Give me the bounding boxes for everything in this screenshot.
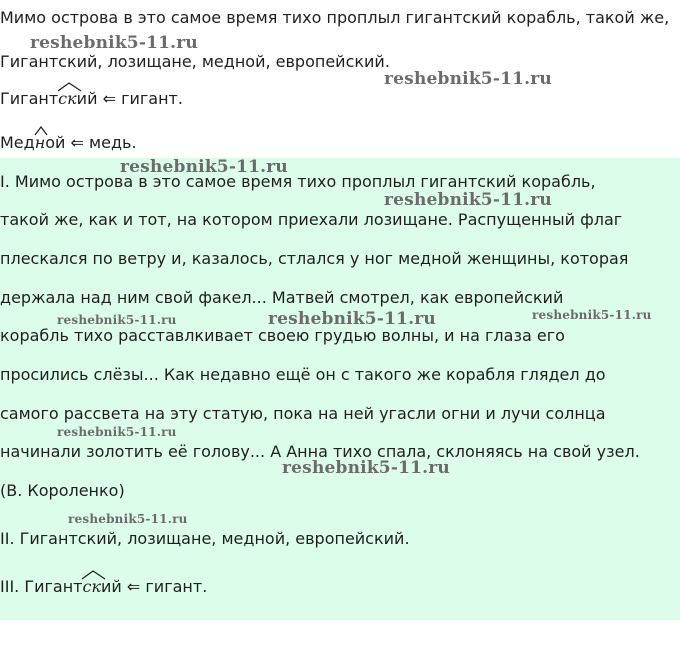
watermark: reshebnik5-11.ru [384,190,552,210]
root-word: гигант. [145,577,208,596]
suffix-mark: ск [82,577,101,597]
root-word: медь. [89,133,137,152]
word-ending: ий [101,577,122,596]
watermark: reshebnik5-11.ru [30,33,198,53]
text-line-words: Гигантский, лозищане, медной, европейский. [0,52,390,71]
panel-line-4: держала над ним свой факел... Матвей смотрел, как европейский [0,288,564,307]
arrow-icon: ⇐ [126,577,141,596]
word-ending: ой [45,133,66,152]
morpheme-parse-gigantskiy [0,89,183,109]
watermark: reshebnik5-11.ru [532,308,652,322]
text-line-top-sentence: Мимо острова в это самое время тихо проплыл гигантский корабль, такой же, [0,8,670,27]
arrow-icon: ⇐ [70,133,84,152]
watermark: reshebnik5-11.ru [68,512,188,526]
suffix-arc-icon [81,570,107,580]
panel-line-6: просились слёзы... Как недавно ещё он с такого же корабля глядел до [0,365,606,384]
word-ending: ий [76,89,98,108]
panel-section-3 [0,577,207,597]
suffix-mark: ск [58,89,77,109]
suffix-arc-icon [34,126,48,136]
panel-line-3: плескался по ветру и, казалось, стлался у ног медной женщины, которая [0,249,629,268]
suffix-mark: н [35,133,46,153]
panel-author: (В. Короленко) [0,481,125,500]
watermark: reshebnik5-11.ru [120,157,288,177]
root-word: гигант. [121,89,183,108]
word-stem: Гигант [0,89,59,108]
arrow-icon: ⇐ [102,89,116,108]
word-stem: Мед [0,133,35,152]
panel-line-8: начинали золотить её голову... А Анна тихо спала, склоняясь на свой узел. [0,442,640,461]
watermark: reshebnik5-11.ru [57,425,177,439]
panel-line-2: такой же, как и тот, на котором приехали лозищане. Распущенный флаг [0,210,623,229]
watermark: reshebnik5-11.ru [282,458,450,478]
suffix-arc-icon [57,82,83,92]
watermark: reshebnik5-11.ru [268,309,436,329]
panel-section-2: II. Гигантский, лозищане, медной, европейский. [0,529,410,548]
morpheme-parse-mednoy [0,133,137,153]
panel-line-1: I. Мимо острова в это самое время тихо проплыл гигантский корабль, [0,172,596,191]
watermark: reshebnik5-11.ru [384,69,552,89]
word-stem: III. Гигант [0,577,83,596]
panel-line-5: корабль тихо расставлкивает своею грудью волны, и на глаза его [0,326,565,345]
watermark: reshebnik5-11.ru [57,313,177,327]
panel-line-7: самого рассвета на эту статую, пока на ней угасли огни и лучи солнца [0,404,606,423]
